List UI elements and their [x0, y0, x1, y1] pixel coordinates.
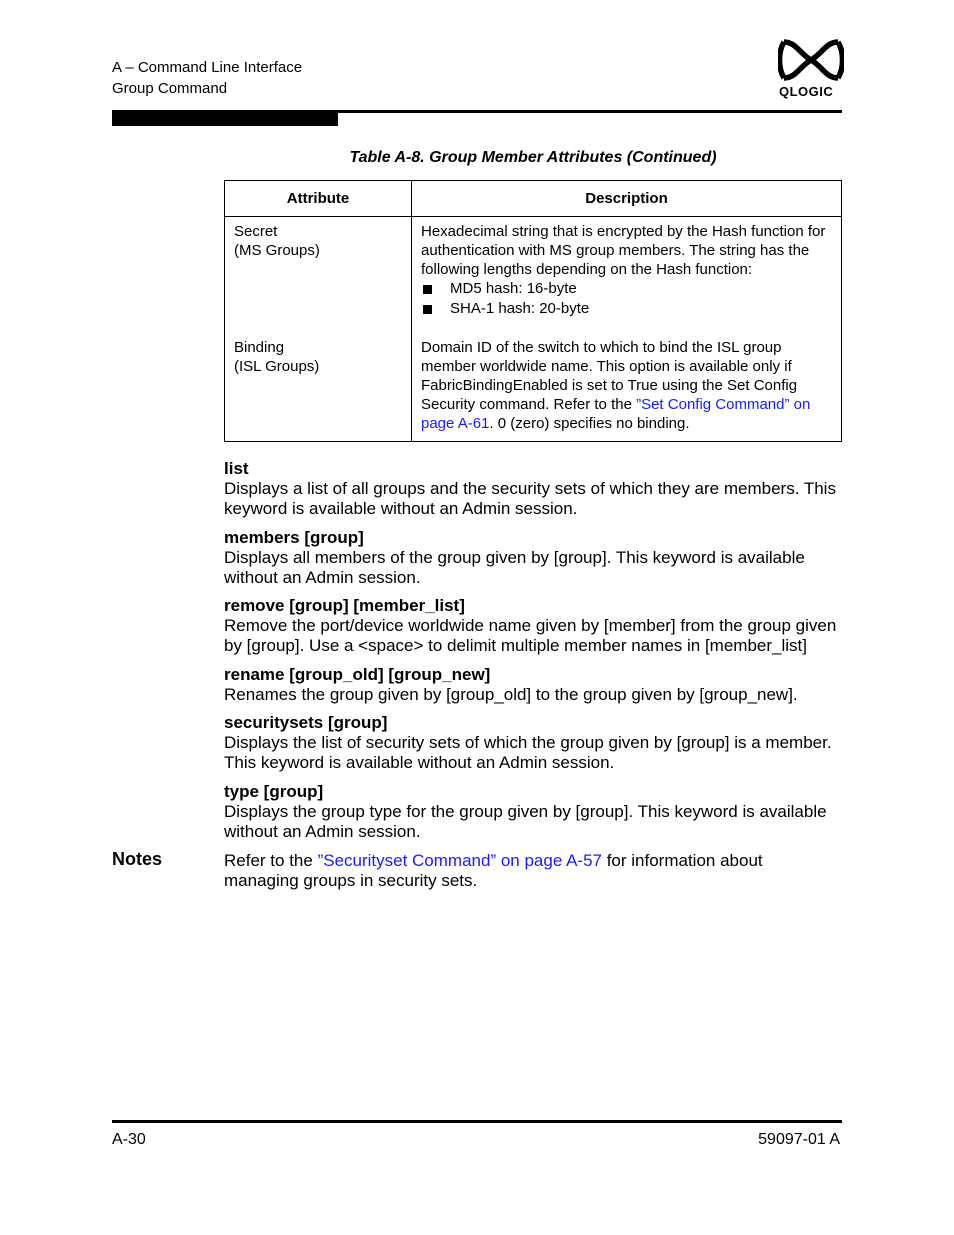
bullet-text: MD5 hash: 16-byte: [450, 280, 577, 297]
table-caption: Table A-8. Group Member Attributes (Continued): [349, 149, 717, 166]
keyword-name: securitysets [group]: [224, 713, 388, 732]
keyword-entry-type: [224, 782, 844, 842]
description-text-end: . 0 (zero) specifies no binding.: [489, 415, 690, 432]
description-text: Domain ID of the switch to which to bind the ISL group member worldwide name. This option is available only if FabricBindingEnabled is set to True using the Set Config Security command. Refer to the: [421, 339, 798, 413]
keyword-name: rename [group_old] [group_new]: [224, 665, 491, 684]
keyword-name: list: [224, 459, 249, 478]
table-row: [225, 217, 842, 334]
running-header-chapter: A – Command Line Interface: [112, 59, 303, 76]
footer-rule: [112, 1120, 842, 1123]
keyword-name: type [group]: [224, 782, 324, 801]
keyword-entry-list: [224, 459, 844, 519]
notes-text: [224, 851, 784, 891]
attribute-group-type: (ISL Groups): [234, 358, 320, 375]
securityset-command-link[interactable]: ”Securityset Command” on page A-57: [317, 851, 602, 870]
header-rule-block: [112, 113, 338, 126]
attribute-cell: [225, 217, 412, 334]
keyword-entry-rename: [224, 665, 844, 705]
description-cell: [412, 217, 842, 334]
bullet-square-icon: [423, 305, 432, 314]
keyword-name: members [group]: [224, 528, 364, 547]
running-header-section: Group Command: [112, 80, 228, 97]
keyword-description: Displays a list of all groups and the security sets of which they are members. This keyword is available without an Admin session.: [224, 479, 836, 518]
bullet-item: [421, 279, 832, 299]
keyword-description: Displays all members of the group given by [group]. This keyword is available without an Admin session.: [224, 548, 805, 587]
bullet-item: [421, 299, 832, 319]
table-header-row: [225, 181, 842, 217]
attribute-name: Binding: [234, 339, 285, 356]
bullet-text: SHA-1 hash: 20-byte: [450, 300, 590, 317]
bullet-square-icon: [423, 285, 432, 294]
keyword-entry-remove: [224, 596, 844, 656]
notes-heading: Notes: [112, 849, 163, 869]
logo-wordmark: QLOGIC: [779, 84, 834, 99]
keyword-entry-members: [224, 528, 844, 588]
attribute-name: Secret: [234, 223, 278, 240]
document-number: 59097-01 A: [758, 1131, 840, 1148]
table-row: [225, 333, 842, 442]
group-member-attributes-table: [224, 180, 842, 442]
notes-text-start: Refer to the: [224, 851, 318, 870]
keyword-description: Remove the port/device worldwide name given by [member] from the group given by [group]. Use a <space> to delimit multiple member names in [member_list]: [224, 616, 837, 655]
attribute-cell: [225, 333, 412, 442]
column-header-description: Description: [412, 181, 842, 217]
notes-text-end: for information about managing groups in security sets.: [224, 851, 763, 890]
keyword-entry-securitysets: [224, 713, 844, 773]
description-cell: [412, 333, 842, 442]
description-text: Hexadecimal string that is encrypted by the Hash function for authentication with MS group members. The string has the following lengths depending on the Hash function:: [421, 223, 826, 278]
keyword-description: Renames the group given by [group_old] to the group given by [group_new].: [224, 685, 798, 704]
keyword-description: Displays the group type for the group given by [group]. This keyword is available without an Admin session.: [224, 802, 827, 841]
set-config-command-link[interactable]: ”Set Config Command” on page A-61: [421, 396, 811, 432]
page-number: A-30: [112, 1131, 146, 1148]
column-header-attribute: Attribute: [225, 181, 412, 217]
attribute-group-type: (MS Groups): [234, 242, 320, 259]
keyword-description: Displays the list of security sets of which the group given by [group] is a member. This keyword is available without an Admin session.: [224, 733, 832, 772]
keyword-name: remove [group] [member_list]: [224, 596, 465, 615]
